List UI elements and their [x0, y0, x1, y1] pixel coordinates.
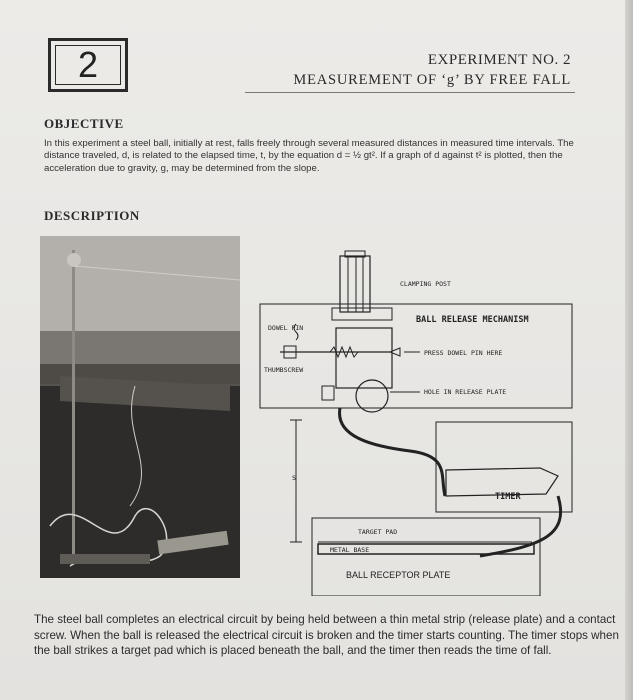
label-press-dowel-pin: PRESS DOWEL PIN HERE — [424, 349, 503, 357]
description-body: The steel ball completes an electrical circuit by being held between a thin metal strip (release plate) and a contact screw. When the ball is released the electrical circuit is broken and the timer starts counting. The timer stops when the ball strikes a target pad which is placed beneath the ball, and the timer then reads the time of fall. — [34, 613, 619, 658]
label-metal-base: METAL BASE — [330, 546, 370, 554]
objective-text: In this experiment a steel ball, initially at rest, falls freely through several measured distances in measured time intervals. The distance traveled, d, is related to the elapsed time, t, by the equation d = ½ gt². If a graph of d against t² is plotted, then the acceleration due to gravity, g, may be determined from the slope. — [44, 138, 574, 174]
page-edge — [625, 0, 633, 700]
label-thumbscrew: THUMBSCREW — [264, 366, 304, 374]
apparatus-diagram — [240, 236, 600, 596]
experiment-number: EXPERIMENT NO. 2 — [427, 52, 571, 68]
apparatus-photo — [40, 236, 240, 578]
label-ball-release-mechanism: BALL RELEASE MECHANISM — [416, 315, 529, 325]
experiment-title: MEASUREMENT OF ‘g’ BY FREE FALL — [293, 72, 571, 88]
label-target-pad: TARGET PAD — [358, 528, 398, 536]
label-dowel-pin: DOWEL PIN — [268, 324, 304, 332]
apparatus-photo-drawing — [40, 236, 240, 578]
label-clamping-post: CLAMPING POST — [400, 280, 451, 288]
receptor-plate-box — [312, 518, 540, 596]
chapter-number: 2 — [55, 45, 121, 85]
release-plate-circle — [356, 380, 388, 412]
label-s: S — [292, 474, 296, 482]
objective-heading: OBJECTIVE — [44, 116, 124, 131]
timer-wire — [340, 408, 445, 496]
chapter-number-box — [48, 38, 128, 92]
label-timer: TIMER — [495, 492, 521, 502]
header-rule — [245, 92, 575, 93]
description-heading: DESCRIPTION — [44, 208, 140, 223]
label-hole-in-release-plate: HOLE IN RELEASE PLATE — [424, 388, 507, 396]
label-ball-receptor-plate: BALL RECEPTOR PLATE — [346, 570, 451, 580]
